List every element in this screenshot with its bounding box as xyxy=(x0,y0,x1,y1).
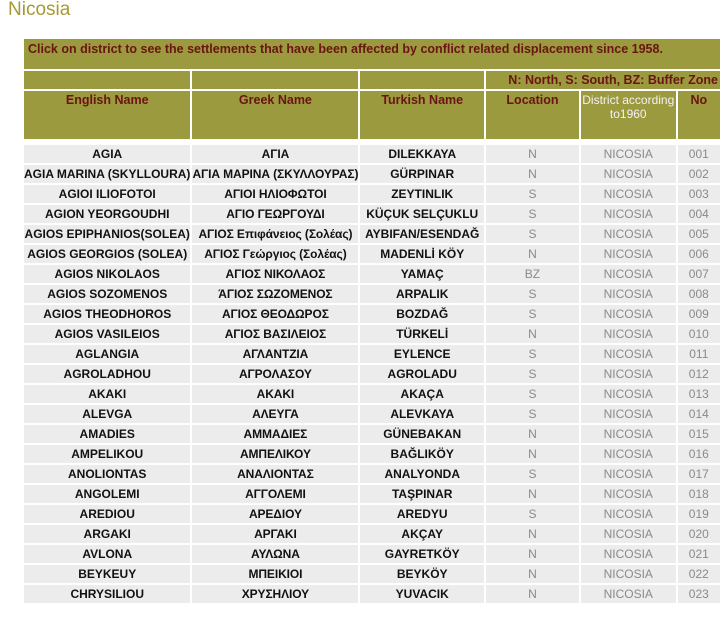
number-cell: 013 xyxy=(678,385,720,403)
table-row xyxy=(24,445,720,463)
location-cell: N xyxy=(486,425,579,443)
number-cell: 006 xyxy=(678,245,720,263)
english-name-cell: AMPELIKOU xyxy=(24,445,190,463)
turkish-name-cell: EYLENCE xyxy=(360,345,484,363)
english-name-cell: AGIOS SOZOMENOS xyxy=(24,285,190,303)
legend-blank-cell xyxy=(360,71,484,89)
greek-name-cell: ΑΡΓΑΚΙ xyxy=(192,525,358,543)
turkish-name-cell: TÜRKELİ xyxy=(360,325,484,343)
greek-name-cell: ΑΥΛΩΝΑ xyxy=(192,545,358,563)
location-cell: S xyxy=(486,505,579,523)
number-cell: 022 xyxy=(678,565,720,583)
greek-name-cell: ΑΓΙΟΣ ΘΕΟΔΩΡΟΣ xyxy=(192,305,358,323)
greek-name-cell: ΑΓΙΟΣ ΝΙΚΟΛΑΟΣ xyxy=(192,265,358,283)
number-cell: 016 xyxy=(678,445,720,463)
greek-name-cell: ΑΓΙΟΣ ΒΑΣΙΛΕΙΟΣ xyxy=(192,325,358,343)
english-name-cell: AGIA xyxy=(24,145,190,163)
greek-name-cell: ΑΓΙΑ xyxy=(192,145,358,163)
turkish-name-cell: ALEVKAYA xyxy=(360,405,484,423)
number-cell: 015 xyxy=(678,425,720,443)
number-cell: 003 xyxy=(678,185,720,203)
location-cell: N xyxy=(486,245,579,263)
table-row xyxy=(24,325,720,343)
location-cell: S xyxy=(486,305,579,323)
col-header-greek: Greek Name xyxy=(192,91,358,139)
turkish-name-cell: GÜNEBAKAN xyxy=(360,425,484,443)
table-row xyxy=(24,285,720,303)
number-cell: 002 xyxy=(678,165,720,183)
location-cell: S xyxy=(486,345,579,363)
turkish-name-cell: TAŞPINAR xyxy=(360,485,484,503)
greek-name-cell: ΑΛΕΥΓΑ xyxy=(192,405,358,423)
turkish-name-cell: AKAÇA xyxy=(360,385,484,403)
district-cell: NICOSIA xyxy=(581,185,676,203)
turkish-name-cell: YAMAÇ xyxy=(360,265,484,283)
number-cell: 011 xyxy=(678,345,720,363)
turkish-name-cell: YUVACIK xyxy=(360,585,484,603)
greek-name-cell: ΑΓΛΑΝΤΖΙΑ xyxy=(192,345,358,363)
district-cell: NICOSIA xyxy=(581,245,676,263)
district-cell: NICOSIA xyxy=(581,425,676,443)
district-cell: NICOSIA xyxy=(581,145,676,163)
number-cell: 014 xyxy=(678,405,720,423)
turkish-name-cell: AGROLADU xyxy=(360,365,484,383)
number-cell: 009 xyxy=(678,305,720,323)
location-cell: BZ xyxy=(486,265,579,283)
english-name-cell: AKAKI xyxy=(24,385,190,403)
english-name-cell: AGROLADHOU xyxy=(24,365,190,383)
district-cell: NICOSIA xyxy=(581,165,676,183)
greek-name-cell: ΜΠΕΙΚΙΟΙ xyxy=(192,565,358,583)
english-name-cell: ARGAKI xyxy=(24,525,190,543)
greek-name-cell: ΑΝΑΛΙΟΝΤΑΣ xyxy=(192,465,358,483)
greek-name-cell: ΑΜΜΑΔΙΕΣ xyxy=(192,425,358,443)
location-cell: N xyxy=(486,565,579,583)
table-row xyxy=(24,525,720,543)
number-cell: 012 xyxy=(678,365,720,383)
greek-name-cell: ΑΓΙΟΣ Γεώργιος (Σολέας) xyxy=(192,245,358,263)
greek-name-cell: ΧΡΥΣΗΛΙΟΥ xyxy=(192,585,358,603)
district-cell: NICOSIA xyxy=(581,465,676,483)
turkish-name-cell: BAĞLIKÖY xyxy=(360,445,484,463)
header-spacer xyxy=(24,141,720,143)
location-cell: S xyxy=(486,285,579,303)
english-name-cell: AGIA MARINA (SKYLLOURA) xyxy=(24,167,191,181)
english-name-cell: AGIOS GEORGIOS (SOLEA) xyxy=(24,245,190,263)
number-cell: 018 xyxy=(678,485,720,503)
col-header-english: English Name xyxy=(24,91,190,139)
number-cell: 017 xyxy=(678,465,720,483)
english-name-cell: AVLONA xyxy=(24,545,190,563)
col-header-turkish: Turkish Name xyxy=(360,91,484,139)
greek-name-cell: ΆΓΙΟΣ ΣΩΖΟΜΕΝΟΣ xyxy=(192,285,358,303)
col-header-district: District according to1960 xyxy=(581,91,676,139)
district-cell: NICOSIA xyxy=(581,565,676,583)
greek-name-cell: ΑΓΙΟΣ Επιφάνειος (Σολέας) xyxy=(192,225,358,243)
english-name-cell: AGLANGIA xyxy=(24,345,190,363)
location-cell: N xyxy=(486,145,579,163)
location-cell: S xyxy=(486,385,579,403)
district-cell: NICOSIA xyxy=(581,305,676,323)
location-cell: N xyxy=(486,165,579,183)
english-name-cell: ALEVGA xyxy=(24,405,190,423)
district-cell: NICOSIA xyxy=(581,365,676,383)
location-cell: S xyxy=(486,465,579,483)
turkish-name-cell: KÜÇUK SELÇUKLU xyxy=(360,205,484,223)
table-row xyxy=(24,385,720,403)
table-row xyxy=(24,185,720,203)
number-cell: 023 xyxy=(678,585,720,603)
turkish-name-cell: ANALYONDA xyxy=(360,465,484,483)
greek-name-cell: ΑΓΙΟ ΓΕΩΡΓΟΥΔΙ xyxy=(192,205,358,223)
number-cell: 010 xyxy=(678,325,720,343)
table-row xyxy=(24,145,720,163)
turkish-name-cell: BOZDAĞ xyxy=(360,305,484,323)
col-header-location: Location xyxy=(486,91,579,139)
number-cell: 001 xyxy=(678,145,720,163)
district-cell: NICOSIA xyxy=(581,325,676,343)
district-cell: NICOSIA xyxy=(581,505,676,523)
turkish-name-cell: AYBIFAN/ESENDAĞ xyxy=(360,225,484,243)
location-cell: S xyxy=(486,365,579,383)
turkish-name-cell: GAYRETKÖY xyxy=(360,545,484,563)
district-cell: NICOSIA xyxy=(581,485,676,503)
table-row xyxy=(24,345,720,363)
district-cell: NICOSIA xyxy=(581,385,676,403)
table-row xyxy=(24,245,720,263)
table-row xyxy=(24,405,720,423)
district-cell: NICOSIA xyxy=(581,205,676,223)
greek-name-cell: ΑΓΡΟΛΑΣΟΥ xyxy=(192,365,358,383)
table-row xyxy=(24,225,720,243)
district-cell: NICOSIA xyxy=(581,345,676,363)
district-cell: NICOSIA xyxy=(581,285,676,303)
location-cell: N xyxy=(486,545,579,563)
number-cell: 021 xyxy=(678,545,720,563)
location-cell: N xyxy=(486,325,579,343)
greek-name-cell: ΑΜΠΕΛΙΚΟΥ xyxy=(192,445,358,463)
number-cell: 008 xyxy=(678,285,720,303)
greek-name-cell: ΑΓΓΟΛΕΜΙ xyxy=(192,485,358,503)
english-name-cell: AGIOS NIKOLAOS xyxy=(24,265,190,283)
turkish-name-cell: DILEKKAYA xyxy=(360,145,484,163)
turkish-name-cell: BEYKÖY xyxy=(360,565,484,583)
location-cell: N xyxy=(486,445,579,463)
table-row xyxy=(24,365,720,383)
location-cell: N xyxy=(486,525,579,543)
number-cell: 019 xyxy=(678,505,720,523)
turkish-name-cell: AREDYU xyxy=(360,505,484,523)
page-title: Nicosia xyxy=(8,0,71,20)
turkish-name-cell: MADENLİ KÖY xyxy=(360,245,484,263)
table-row xyxy=(24,465,720,483)
table-row xyxy=(24,565,720,583)
table-row xyxy=(24,305,720,323)
legend-blank-cell xyxy=(24,71,190,89)
english-name-cell: CHRYSILIOU xyxy=(24,585,190,603)
table-row xyxy=(24,265,720,283)
table-row xyxy=(24,425,720,443)
table-row xyxy=(24,165,720,183)
location-cell: S xyxy=(486,405,579,423)
table-row xyxy=(24,505,720,523)
turkish-name-cell: ZEYTINLIK xyxy=(360,185,484,203)
turkish-name-cell: ARPALIK xyxy=(360,285,484,303)
number-cell: 005 xyxy=(678,225,720,243)
district-cell: NICOSIA xyxy=(581,225,676,243)
english-name-cell: BEYKEUY xyxy=(24,565,190,583)
location-cell: S xyxy=(486,225,579,243)
location-cell: N xyxy=(486,485,579,503)
intro-text: Click on district to see the settlements that have been affected by conflict related displacement since 1958. xyxy=(24,39,720,69)
table-row xyxy=(24,205,720,223)
english-name-cell: ANGOLEMI xyxy=(24,485,190,503)
english-name-cell: ANOLIONTAS xyxy=(24,465,190,483)
district-cell: NICOSIA xyxy=(581,445,676,463)
table-row xyxy=(24,585,720,603)
col-header-no: No xyxy=(678,91,720,139)
number-cell: 007 xyxy=(678,265,720,283)
english-name-cell: AMADIES xyxy=(24,425,190,443)
district-cell: NICOSIA xyxy=(581,405,676,423)
greek-name-cell: ΑΓΙΑ ΜΑΡΙΝΑ (ΣΚΥΛΛΟΥΡΑΣ) xyxy=(192,167,359,181)
table-row xyxy=(24,545,720,563)
location-cell: S xyxy=(486,205,579,223)
english-name-cell: AREDIOU xyxy=(24,505,190,523)
english-name-cell: AGIOS EPIPHANIOS(SOLEA) xyxy=(24,227,190,241)
district-cell: NICOSIA xyxy=(581,265,676,283)
number-cell: 004 xyxy=(678,205,720,223)
english-name-cell: AGION YEORGOUDHI xyxy=(24,205,190,223)
location-cell: S xyxy=(486,185,579,203)
greek-name-cell: ΑΚΑΚΙ xyxy=(192,385,358,403)
settlements-table xyxy=(22,37,722,605)
number-cell: 020 xyxy=(678,525,720,543)
turkish-name-cell: AKÇAY xyxy=(360,525,484,543)
district-cell: NICOSIA xyxy=(581,545,676,563)
greek-name-cell: ΑΡΕΔΙΟΥ xyxy=(192,505,358,523)
table-row xyxy=(24,485,720,503)
district-cell: NICOSIA xyxy=(581,585,676,603)
greek-name-cell: ΑΓΙΟΙ ΗΛΙΟΦΩΤΟΙ xyxy=(192,185,358,203)
location-legend: N: North, S: South, BZ: Buffer Zone xyxy=(486,71,720,89)
district-cell: NICOSIA xyxy=(581,525,676,543)
location-cell: N xyxy=(486,585,579,603)
english-name-cell: AGIOI ILIOFOTOI xyxy=(24,185,190,203)
english-name-cell: AGIOS THEODHOROS xyxy=(24,305,190,323)
legend-blank-cell xyxy=(192,71,358,89)
turkish-name-cell: GÜRPINAR xyxy=(360,165,484,183)
english-name-cell: AGIOS VASILEIOS xyxy=(24,325,190,343)
